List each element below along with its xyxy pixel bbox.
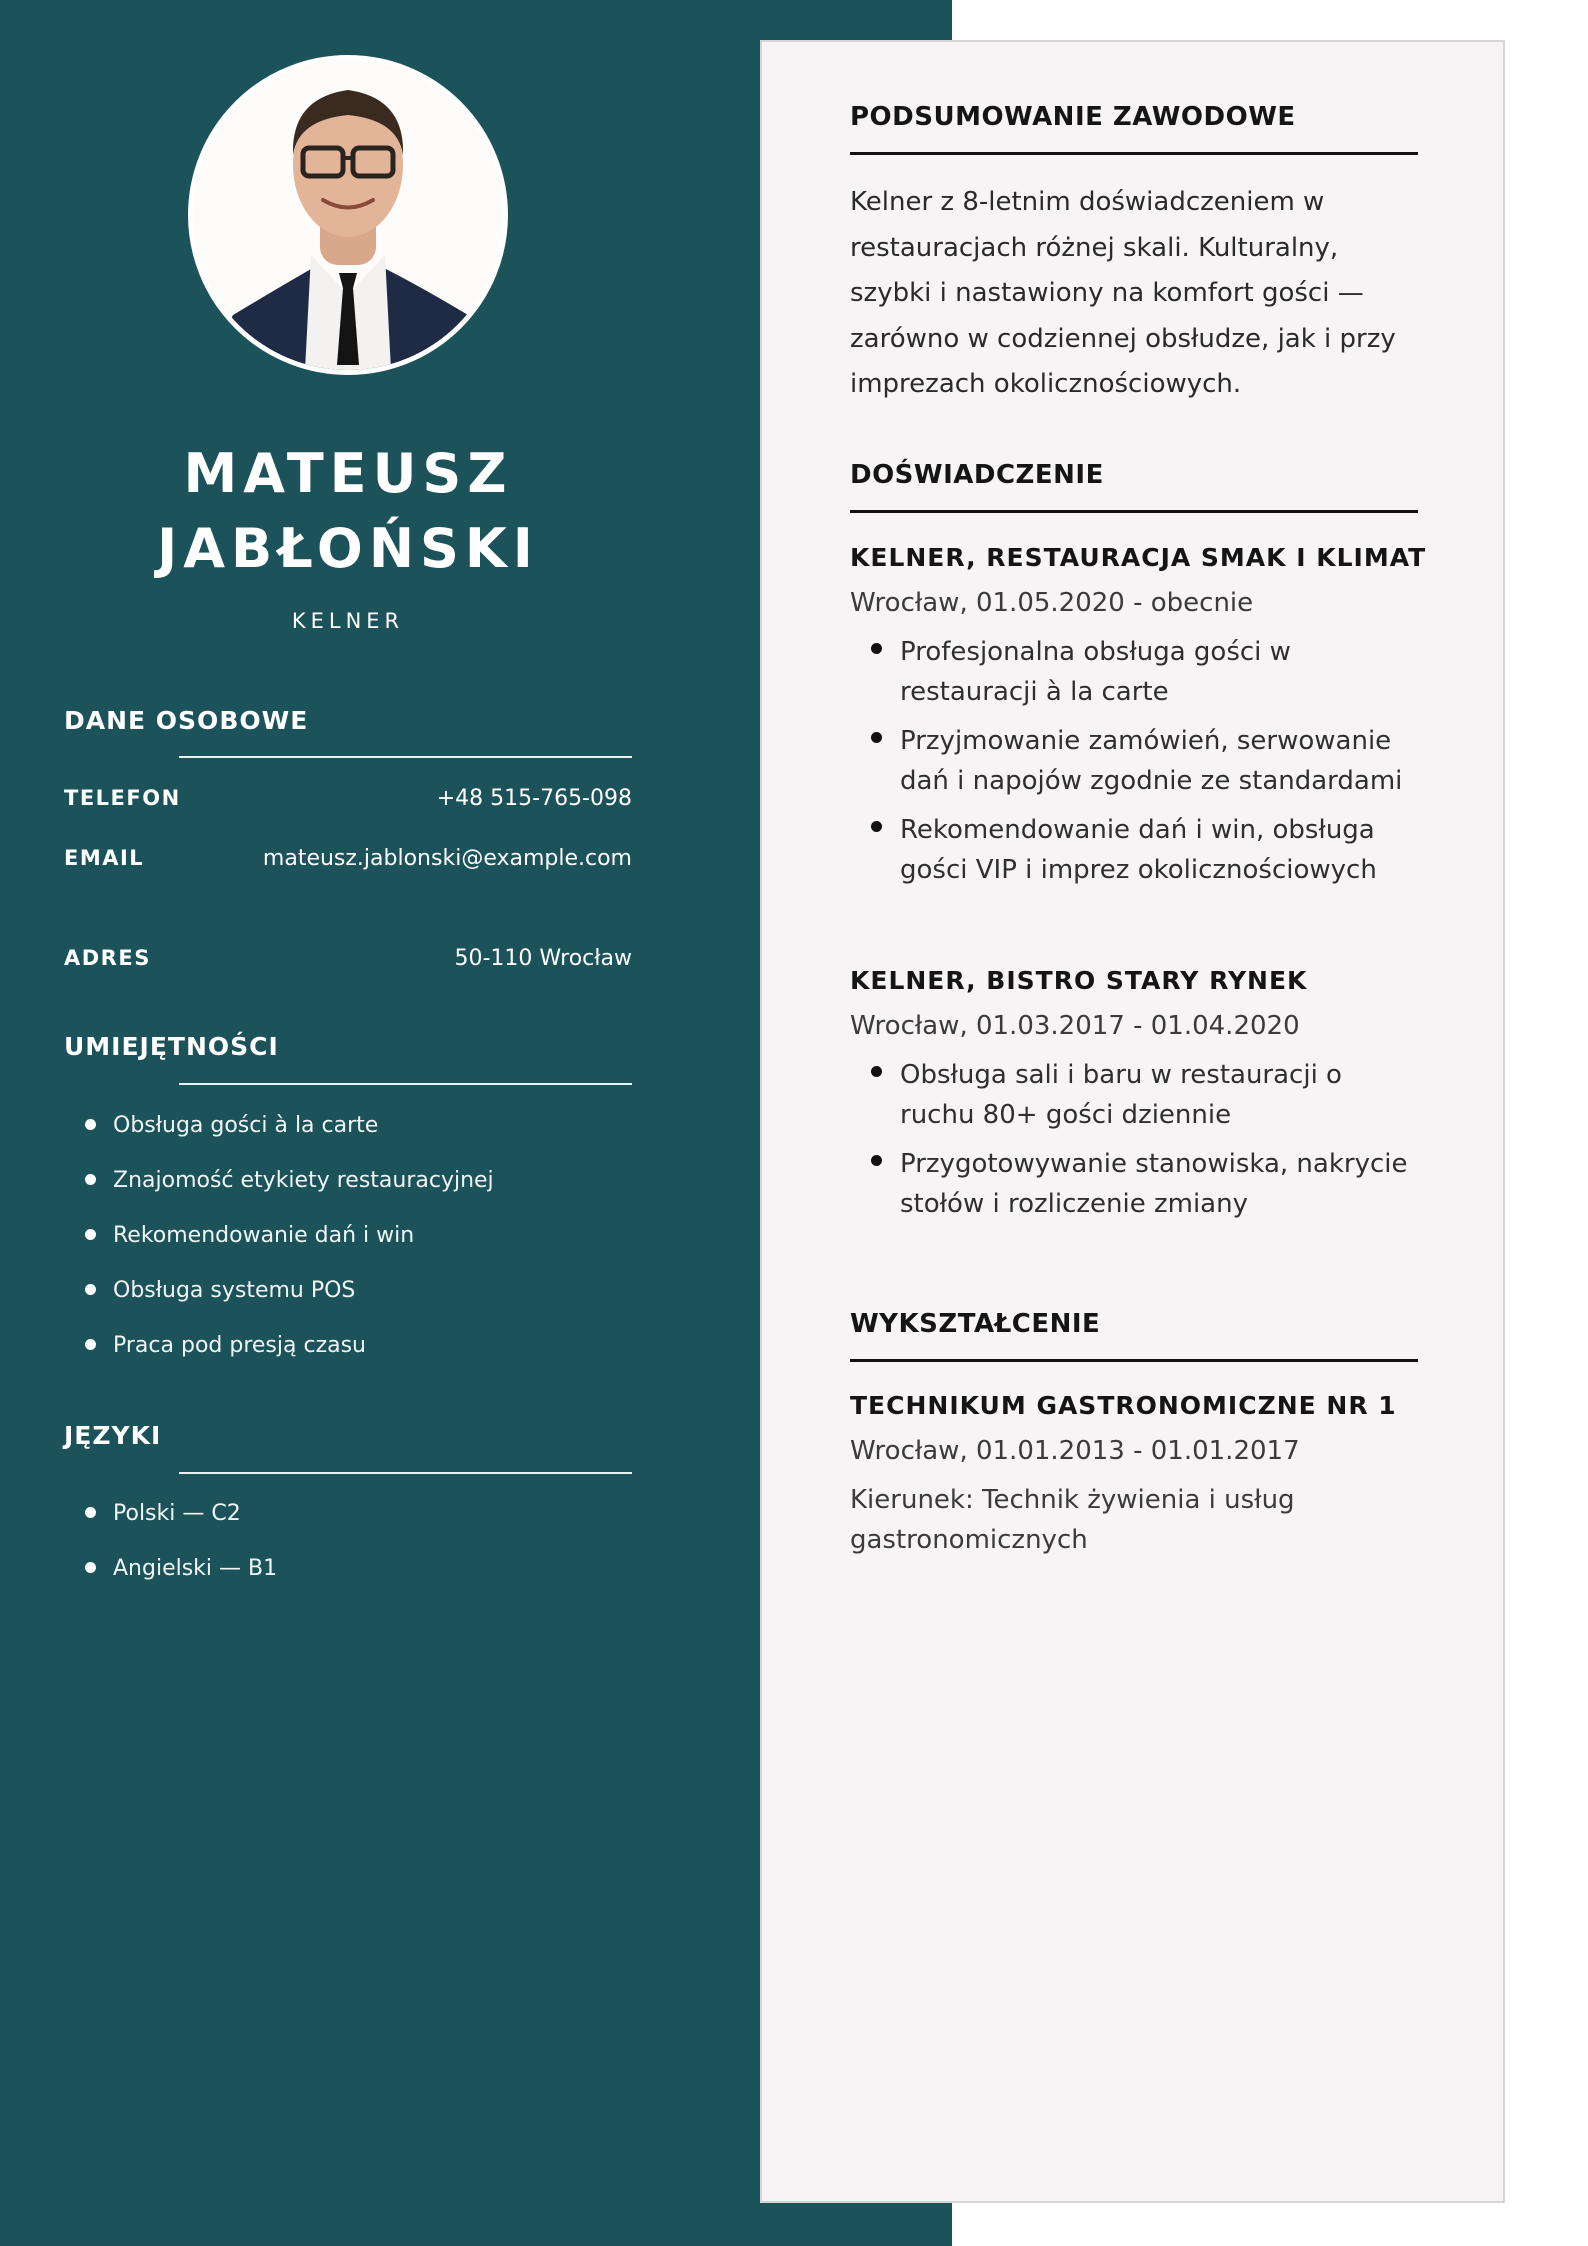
job-meta: Wrocław, 01.03.2017 - 01.04.2020	[850, 1011, 1300, 1041]
school-description: Kierunek: Technik żywienia i usług gastronomicznych	[850, 1485, 1295, 1555]
job-title: KELNER, BISTRO STARY RYNEK	[850, 966, 1308, 995]
skill-item: Obsługa systemu POS	[84, 1276, 494, 1331]
personal-data-title: DANE OSOBOWE	[64, 706, 309, 735]
bullet-icon	[871, 1066, 882, 1077]
education-title: WYKSZTAŁCENIE	[850, 1309, 1101, 1339]
address-label: ADRES	[64, 946, 151, 970]
languages-title: JĘZYKI	[64, 1421, 162, 1450]
bullet-icon	[85, 1174, 96, 1185]
skill-item: Obsługa gości à la carte	[84, 1111, 494, 1166]
school-name: TECHNIKUM GASTRONOMICZNE NR 1	[850, 1391, 1397, 1420]
experience-title: DOŚWIADCZENIE	[850, 460, 1104, 490]
profile-photo	[188, 55, 508, 375]
skill-item: Rekomendowanie dań i win	[84, 1221, 494, 1276]
phone-value[interactable]: +48 515-765-098	[436, 786, 632, 811]
job-meta: Wrocław, 01.05.2020 - obecnie	[850, 588, 1254, 618]
job-bullet: Przygotowywanie stanowiska, nakrycie stołów i rozliczenie zmiany	[870, 1144, 1418, 1224]
job-role: KELNER	[291, 609, 405, 633]
summary-title: PODSUMOWANIE ZAWODOWE	[850, 102, 1296, 132]
address-value: 50-110 Wrocław	[454, 946, 632, 971]
phone-label: TELEFON	[64, 786, 181, 810]
email-label: EMAIL	[64, 846, 145, 870]
email-value[interactable]: mateusz.jablonski@example.com	[262, 846, 632, 871]
bullet-icon	[85, 1229, 96, 1240]
skills-list	[84, 1111, 494, 1386]
bullet-icon	[85, 1562, 96, 1573]
languages-list	[84, 1499, 277, 1609]
last-name: JABŁOŃSKI	[157, 517, 539, 580]
summary-text: Kelner z 8-letnim doświadczeniem w restauracjach różnej skali. Kulturalny, szybki i nastawiony na komfort gości — zarówno w codziennej obsłudze, jak i przy imprezach okolicznościowych.	[850, 187, 1396, 399]
job-bullets	[870, 632, 1418, 899]
section-divider	[179, 1083, 632, 1085]
bullet-icon	[871, 821, 882, 832]
section-divider	[179, 756, 632, 758]
skills-title: UMIEJĘTNOŚCI	[64, 1032, 279, 1061]
first-name: MATEUSZ	[183, 442, 513, 505]
section-divider	[179, 1472, 632, 1474]
bullet-icon	[85, 1284, 96, 1295]
bullet-icon	[85, 1507, 96, 1518]
section-divider	[850, 1359, 1418, 1362]
job-bullets	[870, 1055, 1418, 1233]
language-item: Polski — C2	[84, 1499, 277, 1554]
bullet-icon	[871, 732, 882, 743]
job-bullet: Profesjonalna obsługa gości w restauracji à la carte	[870, 632, 1418, 712]
section-divider	[850, 510, 1418, 513]
language-item: Angielski — B1	[84, 1554, 277, 1609]
skill-item: Znajomość etykiety restauracyjnej	[84, 1166, 494, 1221]
skill-item: Praca pod presją czasu	[84, 1331, 494, 1386]
job-bullet: Rekomendowanie dań i win, obsługa gości VIP i imprez okolicznościowych	[870, 810, 1418, 890]
bullet-icon	[85, 1119, 96, 1130]
school-meta: Wrocław, 01.01.2013 - 01.01.2017	[850, 1436, 1300, 1466]
section-divider	[850, 152, 1418, 155]
bullet-icon	[871, 1155, 882, 1166]
job-title: KELNER, RESTAURACJA SMAK I KLIMAT	[850, 543, 1427, 572]
job-bullet: Obsługa sali i baru w restauracji o ruchu 80+ gości dziennie	[870, 1055, 1418, 1135]
bullet-icon	[871, 643, 882, 654]
person-portrait-icon	[193, 60, 503, 370]
job-bullet: Przyjmowanie zamówień, serwowanie dań i napojów zgodnie ze standardami	[870, 721, 1418, 801]
bullet-icon	[85, 1339, 96, 1350]
candidate-name	[0, 436, 696, 586]
